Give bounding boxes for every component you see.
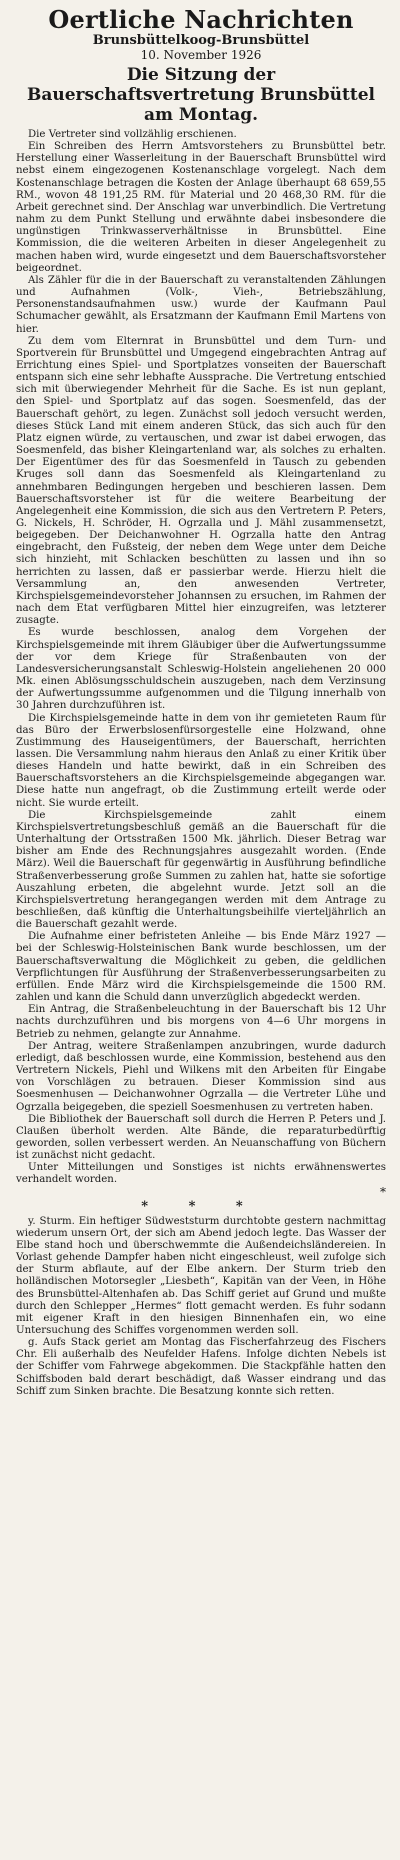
article-paragraph: Die Vertreter sind vollzählig erschienen. [28, 129, 237, 140]
end-mark: * [380, 1184, 386, 1199]
news-items [16, 1216, 386, 1398]
section-title: Oertliche Nachrichten [48, 5, 354, 34]
article-paragraph: Die Aufnahme einer befristeten Anleihe — bis Ende März 1927 — bei der Schleswig-Holsteinischen Bank wurde beschlossen, um der Bauerschaftsverwaltung die Möglichkeit zu geben, die geldlichen Verpflichtungen für Ausführung der Straßenverbesserungsarbeiten zu erfüllen. Ende März wird die Kirchspielsgemeinde die 1500 RM. zahlen und kann die Schuld dann unverzüglich abgedeckt werden. [16, 931, 386, 1004]
article-headline: Die Sitzung der Bauerschaftsvertretung Brunsbüttel am Montag. [26, 65, 376, 125]
section-separator: * * * [141, 1198, 261, 1214]
article-paragraph: Der Antrag, weitere Straßenlampen anzubringen, wurde dadurch erledigt, daß beschlossen wurde, eine Kommission, bestehend aus den Vertretern Nickels, Piehl und Wilkens mit den Arbeiten für Eingabe von Vorschlägen zu betrauen. Dieser Kommission sind aus Soesmenhusen — Deichanwohner Ogrzalla — die Vertreter Lühe und Ogrzalla beigegeben, die speziell Soesmenhusen zu vertreten haben. [16, 1040, 386, 1113]
issue-date: 10. November 1926 [140, 48, 262, 62]
article-paragraph: Die Kirchspielsgemeinde zahlt einem Kirchspielsvertretungsbeschluß gemäß an die Bauerschaft für die Unterhaltung der Ortsstraßen 1500 Mk. jährlich. Dieser Betrag war bisher am Ende des Rechnungsjahres ausgezahlt worden. (Ende März). Weil die Bauerschaft für gegenwärtig in Ausführung befindliche Straßenverbesserung große Summen zu zahlen hat, hatte sie sofortige Auszahlung erbeten, die abgelehnt wurde. Jetzt soll an die Kirchspielsvertretung herangegangen werden mit dem Antrage zu beschließen, daß künftig die Unterhaltungsbeihilfe vierteljährlich an die Bauerschaft gezahlt werde. [16, 809, 386, 931]
article-paragraph: Ein Schreiben des Herrn Amtsvorstehers zu Brunsbüttel betr. Herstellung einer Wasserleitung in der Bauerschaft Brunsbüttel wird nebst einem eingezogenen Kostenanschlage vorgelegt. Nach dem Kostenanschlage betragen die Kosten der Anlage überhaupt 68 659,55 RM., wovon 48 191,25 RM. für Material und 20 468,30 RM. für die Arbeit gerechnet sind. Der Anschlag war unverbindlich. Die Vertretung nahm zu dem Punkt Stellung und erwähnte dabei insbesondere die ungünstigen Trinkwasserverhältnisse in Brunsbüttel. Eine Kommission, die die weiteren Arbeiten in dieser Angelegenheit zu machen haben wird, wurde eingesetzt und dem Bauerschaftsvorsteher beigeordnet. [16, 141, 386, 274]
article-paragraph: Unter Mitteilungen und Sonstiges ist nichts erwähnenswertes verhandelt worden. [16, 1162, 386, 1186]
article-body [16, 129, 386, 1197]
news-item-stack: g. Aufs Stack geriet am Montag das Fischerfahrzeug des Fischers Chr. Eli außerhalb des Neufelder Hafens. Infolge dichten Nebels ist der Schiffer vom Fahrwege abgekommen. Die Stackpfähle hatten den Schiffsboden bald derart beschädigt, daß Wasser eindrang und das Schiff zum Sinken brachte. Die Besatzung konnte sich retten. [16, 1337, 386, 1397]
article-paragraph: Als Zähler für die in der Bauerschaft zu veranstaltenden Zählungen und Aufnahmen (Volk-, Vieh-, Betriebszählung, Personenstandsaufnahmen usw.) wurde der Kaufmann Paul Schumacher gewählt, als Ersatzmann der Kaufmann Emil Martens von hier. [16, 274, 386, 335]
dateline: Brunsbüttelkoog-Brunsbüttel [92, 33, 310, 48]
article-paragraph: Es wurde beschlossen, analog dem Vorgehen der Kirchspielsgemeinde mit ihrem Gläubiger über die Aufwertungssumme der vor dem Kriege für Straßenbauten von der Landesversicherungsanstalt Schleswig-Holstein angeliehenen 20 000 Mk. einen Ablösungsschuldschein auszugeben, nach dem Verzinsung der Aufwertungssumme aufgenommen und die Tilgung innerhalb von 30 Jahren durchzuführen ist. [16, 627, 386, 712]
article-paragraph: Ein Antrag, die Straßenbeleuchtung in der Bauerschaft bis 12 Uhr nachts durchzuführen und bis morgens von 4—6 Uhr morgens in Betrieb zu nehmen, gelangte zur Annahme. [16, 1004, 386, 1040]
article-paragraph: Die Bibliothek der Bauerschaft soll durch die Herren P. Peters und J. Claußen überholt werden. Alte Bände, die reparaturbedürftig geworden, sollen verbessert werden. An Neuanschaffung von Büchern ist zunächst nicht gedacht. [16, 1113, 386, 1162]
news-item-storm: y. Sturm. Ein heftiger Südweststurm durchtobte gestern nachmittag wiederum unsern Ort, der sich am Abend jedoch legte. Das Wasser der Elbe stand hoch und überschwemmte die Außendeichsländereien. In Vorlast gehende Dampfer haben nicht eingeschleust, weil zufolge sich der Sturm abflaute, auf der Elbe ankern. Der Sturm trieb den holländischen Motorsegler „Liesbeth“, Kapitän van der Veen, in Höhe des Brunsbüttel-Altenhafen ab. Das Schiff geriet auf Grund und mußte durch den Schlepper „Hermes“ flott gemacht werden. Es fuhr sodann mit eigener Kraft in den hiesigen Binnenhafen ein, wo eine Untersuchung des Schiffes vorgenommen werden soll. [16, 1215, 386, 1336]
article-paragraph: Die Kirchspielsgemeinde hatte in dem von ihr gemieteten Raum für das Büro der Erwerbslosenfürsorgestelle eine Holzwand, ohne Zustimmung des Hauseigentümers, der Bauerschaft, herrichten lassen. Die Versammlung nahm hieraus den Anlaß zu einer Kritik über dieses Handeln und hatte bewirkt, daß in ein Schreiben des Bauerschaftsvorstehers an die Kirchspielsgemeinde abgegangen war. Diese hatte nun angefragt, ob die Zustimmung erteilt werde oder nicht. Sie wurde erteilt. [16, 712, 386, 809]
article-paragraph: Zu dem vom Elternrat in Brunsbüttel und dem Turn- und Sportverein für Brunsbüttel und Umgegend eingebrachten Antrag auf Errichtung eines Spiel- und Sportplatzes vonseiten der Bauerschaft entspann sich eine sehr lebhafte Aussprache. Die Vertretung entschied sich mit überwiegender Mehrheit für die Sache. Es ist nun geplant, den Spiel- und Sportplatz auf das sogen. Soesmenfeld, das der Bauerschaft gehört, zu legen. Zunächst soll jedoch versucht werden, dieses Stück Land mit einem anderen Stück, das sich auch für den Platz eignen würde, zu vertauschen, und zwar ist dabei erwogen, das Soesmenfeld, das bisher Kleingartenland war, als solches zu erhalten. Der Eigentümer des für das Soesmenfeld in Tausch zu gebenden Kruges soll dann das Soesmenfeld als Kleingartenland zu annehmbaren Bedingungen hergeben und beschieren lassen. Dem Bauerschaftsvorsteher ist für die weitere Bearbeitung der Angelegenheit eine Kommission, die sich aus den Vertretern P. Peters, G. Nickels, H. Schröder, H. Ogrzalla und J. Mähl zusammensetzt, beigegeben. Der Deichanwohner H. Ogrzalla hatte den Antrag eingebracht, den Fußsteig, der neben dem Wege unter dem Deiche sich hinzieht, mit Schlacken beschütten zu lassen und ihn so herrichten zu lassen, daß er passierbar werde. Hierzu hielt die Versammlung an, den anwesenden Vertreter, Kirchspielsgemeindevorsteher Johannsen zu ersuchen, im Rahmen der nach dem Etat verfügbaren Mittel hier einzugreifen, was letzterer zusagte. [16, 335, 386, 627]
